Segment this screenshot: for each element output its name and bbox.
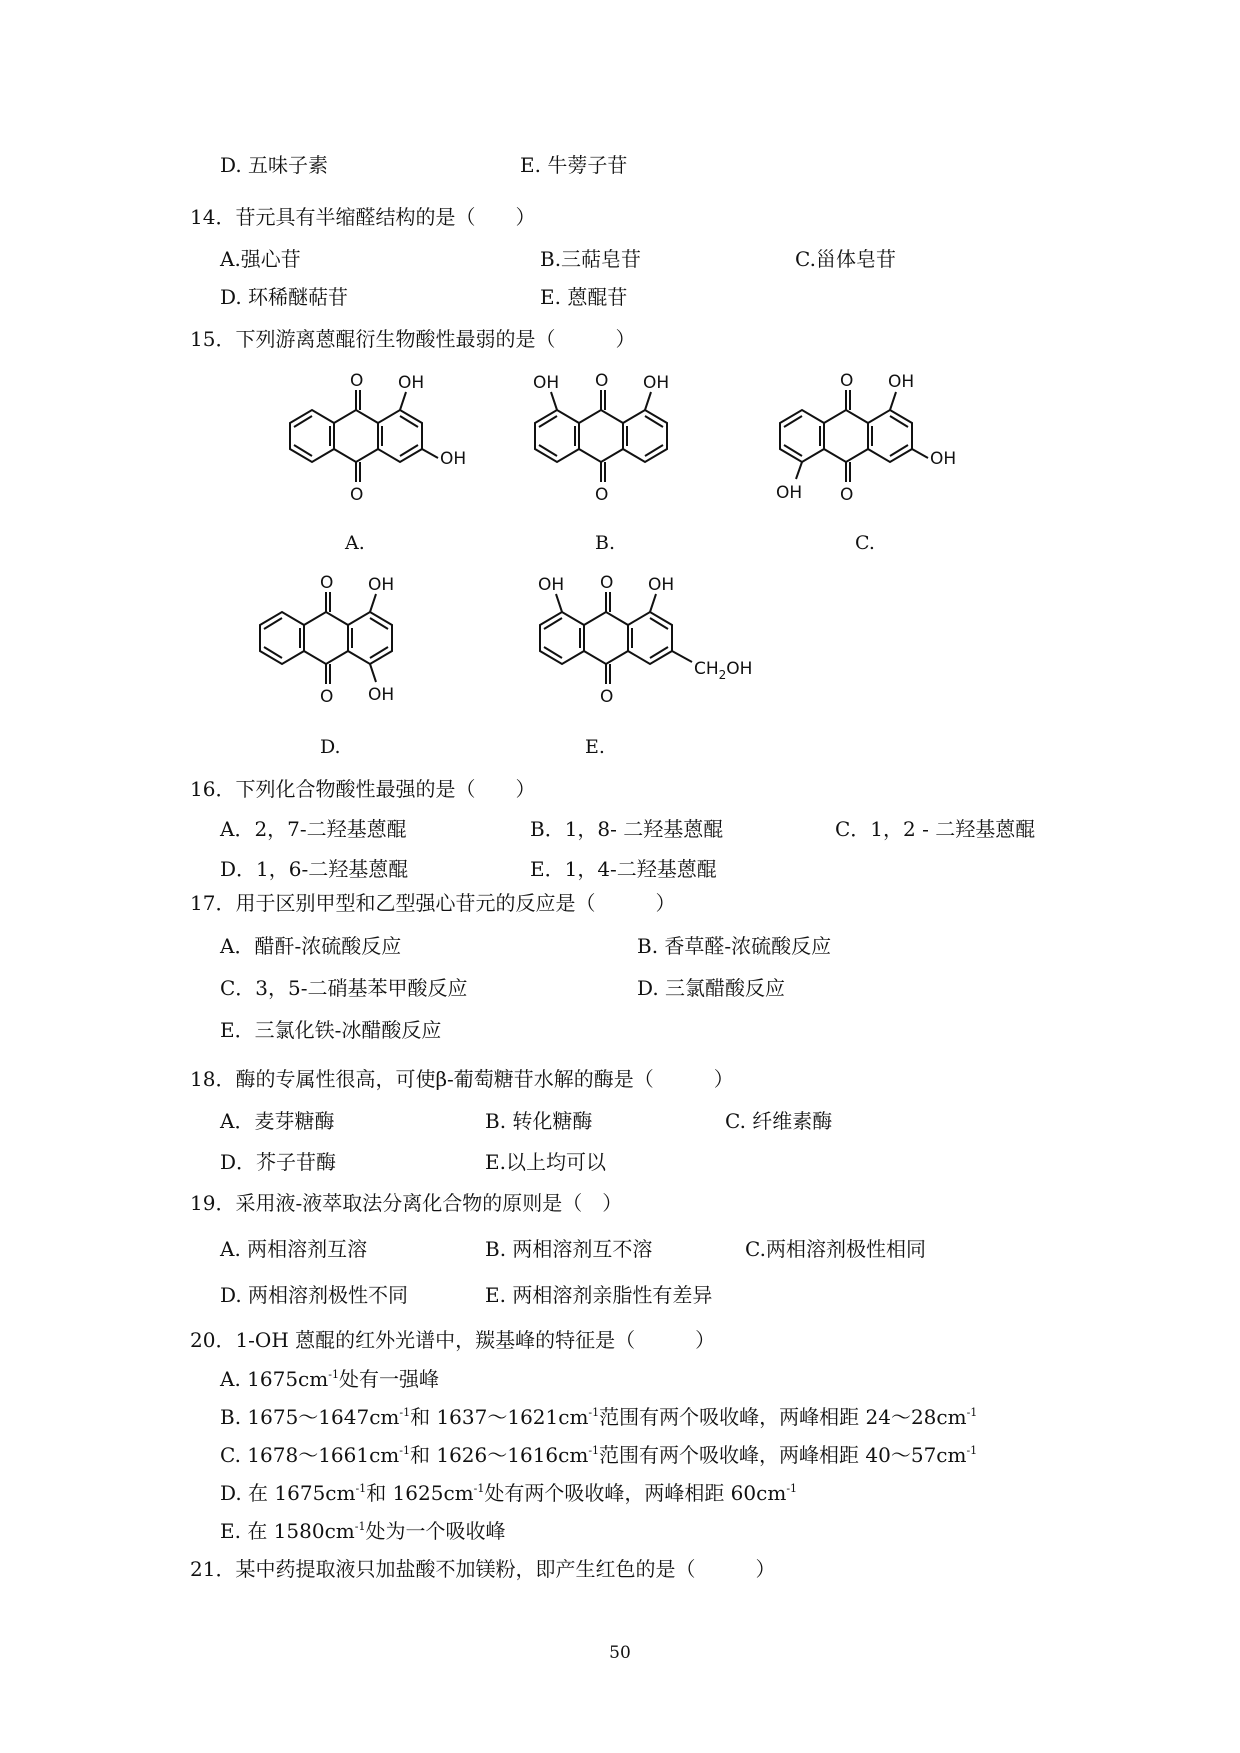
structure-d-label: D. (320, 736, 341, 758)
atom-o: O (320, 687, 334, 707)
q16-option-c: C．1，2 - 二羟基蒽醌 (835, 817, 1036, 841)
q17-option-a: A．醋酐-浓硫酸反应 (220, 934, 402, 958)
structure-c (760, 365, 990, 529)
q18-option-a: A．麦芽糖酶 (220, 1109, 335, 1133)
atom-o: O (600, 687, 614, 707)
atom-oh: OH (538, 575, 565, 595)
atom-ch2oh: $CH_2OH$ (694, 659, 753, 682)
structure-b (515, 370, 715, 524)
q19-option-a: A. 两相溶剂互溶 (220, 1237, 368, 1261)
q19-option-d: D. 两相溶剂极性不同 (220, 1283, 409, 1307)
structure-e (520, 572, 800, 726)
q20-stem: 20．1-OH 蒽醌的红外光谱中，羰基峰的特征是（ ） (190, 1328, 716, 1352)
atom-o: O (595, 485, 609, 505)
q14-option-b: B.三萜皂苷 (540, 247, 642, 271)
structure-b-label: B. (595, 532, 616, 554)
q14-stem: 14．苷元具有半缩醛结构的是（ ） (190, 205, 536, 229)
q19-option-b: B. 两相溶剂互不溶 (485, 1237, 653, 1261)
q18-option-c: C. 纤维素酶 (725, 1109, 833, 1133)
atom-oh: OH (368, 575, 395, 595)
atom-oh: OH (776, 483, 803, 503)
q16-option-a: A．2，7-二羟基蒽醌 (220, 817, 407, 841)
q16-option-b: B．1，8- 二羟基蒽醌 (530, 817, 724, 841)
q20-option-a: A. $1675cm^{-1}$处有一强峰 (220, 1367, 439, 1391)
q17-option-c: C．3，5-二硝基苯甲酸反应 (220, 976, 468, 1000)
q20-option-e: E. 在 $1580cm^{-1}$处为一个吸收峰 (220, 1519, 506, 1543)
atom-o: O (320, 573, 334, 593)
q13-option-d: D. 五味子素 (220, 153, 329, 177)
q16-stem: 16．下列化合物酸性最强的是（ ） (190, 777, 536, 801)
atom-oh: OH (368, 685, 395, 705)
q18-option-d: D．芥子苷酶 (220, 1150, 337, 1174)
q14-option-a: A.强心苷 (220, 247, 301, 271)
atom-oh: OH (888, 372, 915, 392)
structure-e-label: E. (585, 736, 605, 758)
structure-a (270, 370, 510, 524)
q19-option-c: C.两相溶剂极性相同 (745, 1237, 926, 1261)
atom-oh: OH (533, 373, 560, 393)
q19-stem: 19．采用液-液萃取法分离化合物的原则是（ ） (190, 1191, 623, 1215)
structure-d (240, 572, 470, 726)
q18-option-b: B. 转化糖酶 (485, 1109, 593, 1133)
q20-option-d: D. 在 $1675cm^{-1}$和 $1625cm^{-1}$处有两个吸收峰，两峰相距 $60cm^{-1}$ (220, 1481, 798, 1505)
q14-option-d: D. 环稀醚萜苷 (220, 285, 349, 309)
q16-option-e: E．1，4-二羟基蒽醌 (530, 857, 717, 881)
atom-oh: OH (398, 373, 425, 393)
q18-stem: 18．酶的专属性很高，可使β-葡萄糖苷水解的酶是（ ） (190, 1067, 734, 1091)
q14-option-c: C.甾体皂苷 (795, 247, 896, 271)
q15-stem: 15．下列游离蒽醌衍生物酸性最弱的是（ ） (190, 327, 636, 351)
structure-a-label: A. (345, 532, 365, 554)
q19-option-e: E. 两相溶剂亲脂性有差异 (485, 1283, 713, 1307)
atom-oh: OH (643, 373, 670, 393)
atom-oh: OH (440, 449, 467, 469)
atom-oh: OH (648, 575, 675, 595)
atom-o: O (350, 485, 364, 505)
atom-oh: OH (930, 449, 957, 469)
q20-option-c: C. $1678\sim 1661cm^{-1}$和 $1626\sim 1616cm^{-1}$范围有两个吸收峰，两峰相距 $40\sim 57cm^{-1}$ (220, 1443, 978, 1467)
atom-o: O (600, 573, 614, 593)
atom-o: O (595, 371, 609, 391)
atom-o: O (840, 485, 854, 505)
page-number: 50 (609, 1643, 631, 1663)
q17-stem: 17．用于区别甲型和乙型强心苷元的反应是（ ） (190, 891, 676, 915)
q17-option-b: B. 香草醛-浓硫酸反应 (637, 934, 832, 958)
q14-option-e: E. 蒽醌苷 (540, 285, 628, 309)
q18-option-e: E.以上均可以 (485, 1150, 606, 1174)
structure-c-label: C. (855, 532, 875, 554)
atom-o: O (840, 371, 854, 391)
q21-stem: 21．某中药提取液只加盐酸不加镁粉，即产生红色的是（ ） (190, 1557, 776, 1581)
q17-option-e: E．三氯化铁-冰醋酸反应 (220, 1018, 442, 1042)
q16-option-d: D．1，6-二羟基蒽醌 (220, 857, 409, 881)
atom-o: O (350, 371, 364, 391)
q13-option-e: E. 牛蒡子苷 (520, 153, 628, 177)
q20-option-b: B. $1675\sim 1647cm^{-1}$和 $1637\sim 1621cm^{-1}$范围有两个吸收峰，两峰相距 $24\sim 28cm^{-1}$ (220, 1405, 978, 1429)
q17-option-d: D. 三氯醋酸反应 (637, 976, 786, 1000)
